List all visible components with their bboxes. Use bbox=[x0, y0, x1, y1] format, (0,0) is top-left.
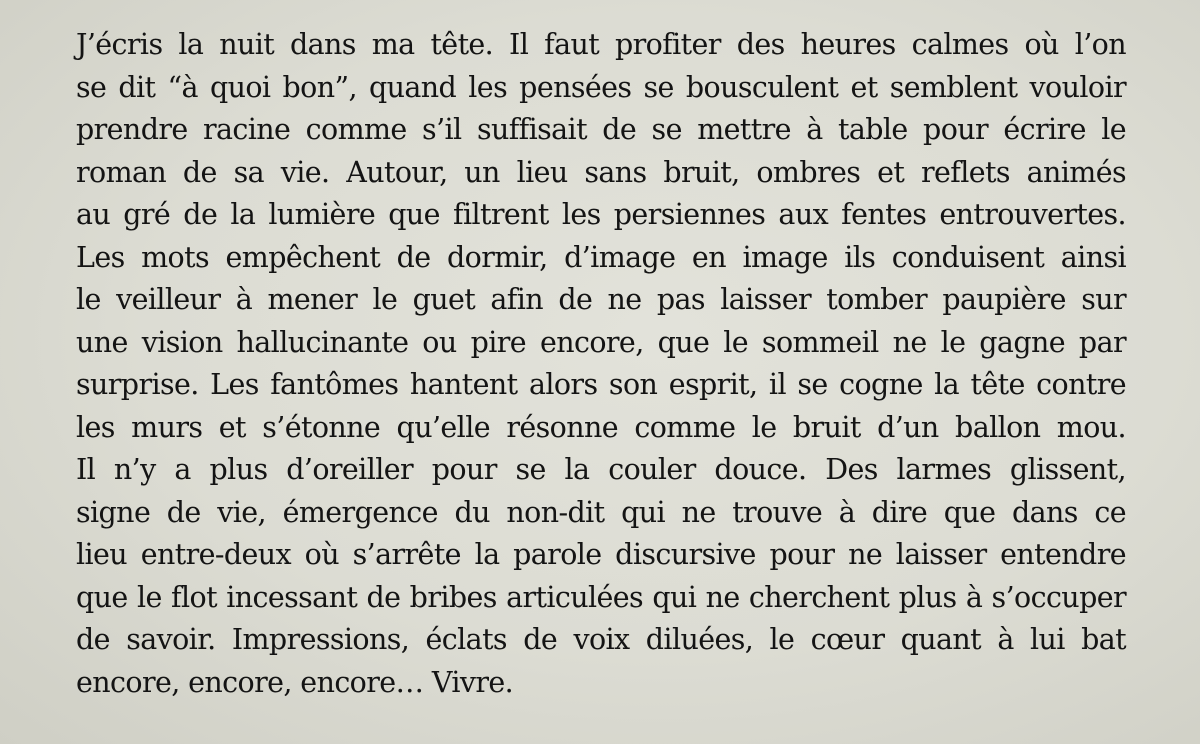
text-line: J’écris la nuit dans ma tête. Il faut profiter des heures calmes où l’on bbox=[76, 28, 1126, 61]
text-line: au gré de la lumière que filtrent les persiennes aux fentes entrouvertes. bbox=[76, 198, 1126, 231]
text-paragraph bbox=[76, 24, 1126, 704]
text-line: surprise. Les fantômes hantent alors son esprit, il se cogne la tête contre bbox=[76, 368, 1126, 401]
text-line: lieu entre-deux où s’arrête la parole discursive pour ne laisser entendre bbox=[76, 538, 1126, 571]
text-line: le veilleur à mener le guet afin de ne pas laisser tomber paupière sur bbox=[76, 283, 1126, 316]
text-line: les murs et s’étonne qu’elle résonne comme le bruit d’un ballon mou. bbox=[76, 410, 1126, 444]
text-line: prendre racine comme s’il suffisait de se mettre à table pour écrire le bbox=[76, 113, 1126, 146]
text-line: roman de sa vie. Autour, un lieu sans bruit, ombres et reflets animés bbox=[76, 155, 1126, 189]
text-line: Il n’y a plus d’oreiller pour se la couler douce. Des larmes glissent, bbox=[76, 453, 1126, 486]
text-line: de savoir. Impressions, éclats de voix diluées, le cœur quant à lui bat bbox=[76, 623, 1126, 656]
text-line: que le flot incessant de bribes articulées qui ne cherchent plus à s’occuper bbox=[76, 580, 1126, 614]
text-line: encore, encore, encore… Vivre. bbox=[76, 665, 514, 699]
text-line: une vision hallucinante ou pire encore, que le sommeil ne le gagne par bbox=[76, 325, 1126, 359]
text-line: Les mots empêchent de dormir, d’image en image ils conduisent ainsi bbox=[76, 240, 1126, 274]
text-line: signe de vie, émergence du non-dit qui ne trouve à dire que dans ce bbox=[76, 495, 1126, 529]
text-line: se dit “à quoi bon”, quand les pensées se bousculent et semblent vouloir bbox=[76, 70, 1126, 104]
